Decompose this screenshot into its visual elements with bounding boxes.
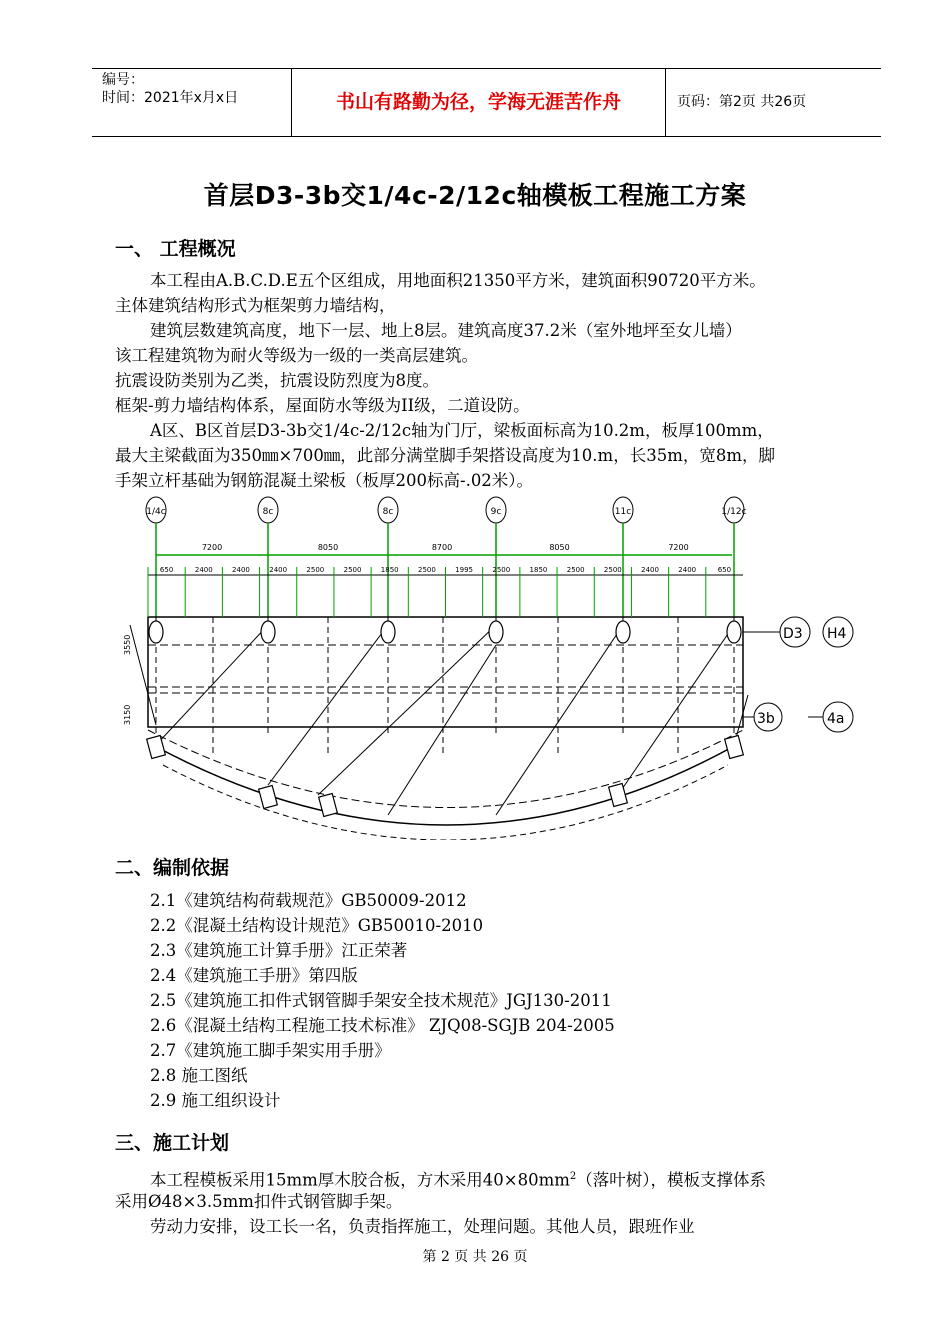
top-dim: 8700 [431, 543, 453, 552]
right-label-4a: 4a [827, 711, 845, 727]
top-dim: 8050 [317, 543, 339, 552]
s3-line-1-b: （落叶树），模板支撑体系 [576, 1170, 767, 1190]
ref-item-6: 2.6《混凝土结构工程施工技术标准》 ZJQ08-SGJB 204-2005 [150, 1016, 615, 1035]
top-dim: 7200 [201, 543, 223, 552]
column-base [259, 786, 278, 809]
axis-label: 1/12c [721, 507, 747, 517]
left-dim-2: 3150 [123, 704, 132, 725]
axis-label: 8c [262, 507, 274, 517]
column [149, 621, 163, 643]
sub-dim: 1850 [380, 566, 399, 574]
s1-line-4: 该工程建筑物为耐火等级为一级的一类高层建筑。 [115, 346, 478, 365]
sub-dim: 2500 [492, 566, 511, 574]
sub-dim: 2500 [306, 566, 325, 574]
ref-item-1: 2.1《建筑结构荷载规范》GB50009-2012 [150, 891, 467, 910]
page-header [92, 68, 881, 137]
sub-dim: 2400 [678, 566, 697, 574]
axis-label: 11c [614, 507, 632, 517]
s1-line-6: 框架-剪力墙结构体系，屋面防水等级为II级，二道设防。 [115, 396, 530, 415]
sub-dim: 2400 [232, 566, 250, 574]
s3-line-2: 采用Ø48×3.5mm扣件式钢管脚手架。 [115, 1192, 403, 1211]
axis-label: 9c [490, 507, 502, 517]
ref-item-2: 2.2《混凝土结构设计规范》GB50010-2010 [150, 916, 484, 935]
sub-dim: 1995 [455, 566, 474, 574]
top-dim: 8050 [549, 543, 570, 552]
structural-plan-drawing [118, 495, 858, 840]
header-meta [92, 69, 292, 136]
page-footer: 第 2 页 共 26 页 [422, 1249, 528, 1265]
sub-dim: 2500 [343, 566, 362, 574]
sub-dim: 650 [159, 566, 174, 574]
s1-line-5: 抗震设防类别为乙类，抗震设防烈度为8度。 [115, 371, 439, 390]
right-label-h4: H4 [827, 626, 847, 642]
axis-label: 1/4c [146, 507, 166, 517]
s3-line-3: 劳动力安排，设工长一名，负责指挥施工，处理问题。其他人员，跟班作业 [150, 1217, 695, 1236]
number-label: 编号： [102, 72, 144, 88]
sub-dim: 2400 [641, 566, 659, 574]
column [381, 621, 395, 643]
column [616, 621, 630, 643]
s1-line-8: 最大主梁截面为350㎜×700㎜，此部分满堂脚手架搭设高度为10.m，长35m，宽8m，脚 [115, 446, 775, 465]
ref-item-3: 2.3《建筑施工计算手册》江正荣著 [150, 941, 408, 960]
column-base [147, 736, 166, 759]
sub-dim: 650 [717, 566, 732, 574]
column-base [725, 736, 744, 759]
ref-item-9: 2.9 施工组织设计 [150, 1091, 281, 1110]
s1-line-2: 主体建筑结构形式为框架剪力墙结构， [115, 296, 396, 315]
ref-item-4: 2.4《建筑施工手册》第四版 [150, 966, 358, 985]
top-dim: 7200 [668, 543, 689, 552]
ref-item-8: 2.8 施工图纸 [150, 1066, 248, 1085]
column [727, 621, 741, 643]
left-dim-1: 3550 [123, 634, 132, 655]
s3-line-1-a: 本工程模板采用15mm厚木胶合板，方木采用40×80mm [150, 1170, 570, 1190]
s1-line-9: 手架立杆基础为钢筋混凝土梁板（板厚200标高-.02米）。 [115, 471, 534, 490]
s1-line-7: A区、B区首层D3-3b交1/4c-2/12c轴为门厅，梁板面标高为10.2m，板厚100mm， [150, 421, 774, 440]
ref-item-5: 2.5《建筑施工扣件式钢管脚手架安全技术规范》JGJ130-2011 [150, 991, 612, 1010]
s3-line-1-sup: 2 [569, 1171, 577, 1182]
column [261, 621, 275, 643]
right-label-3b: 3b [757, 711, 775, 727]
s1-line-3: 建筑层数建筑高度，地下一层、地上8层。建筑高度37.2米（室外地坪至女儿墙） [150, 321, 742, 340]
time-label: 时间：2021年x月x日 [102, 90, 239, 106]
section-3-heading: 三、施工计划 [115, 1132, 230, 1154]
header-motto: 书山有路勤为径，学海无涯苦作舟 [292, 69, 666, 136]
right-label-d3: D3 [783, 626, 803, 642]
ref-item-7: 2.7《建筑施工脚手架实用手册》 [150, 1041, 391, 1060]
section-2-heading: 二、编制依据 [115, 857, 230, 879]
s1-line-1: 本工程由A.B.C.D.E五个区组成，用地面积21350平方米，建筑面积90720平方米。 [150, 271, 766, 290]
s3-line-1 [150, 1165, 895, 1192]
sub-dim: 1850 [529, 566, 548, 574]
document-title: 首层D3-3b交1/4c-2/12c轴模板工程施工方案 [203, 181, 747, 210]
sub-dim: 2400 [194, 566, 213, 574]
sub-dim: 2500 [603, 566, 622, 574]
column-base [609, 784, 628, 807]
sub-dim: 2500 [566, 566, 585, 574]
column [489, 621, 503, 643]
header-page-label: 页码：第2页 共26页 [677, 94, 807, 110]
section-1-heading: 一、 工程概况 [115, 238, 236, 260]
sub-dim: 2500 [417, 566, 436, 574]
sub-dim: 2400 [269, 566, 288, 574]
axis-label: 8c [382, 507, 394, 517]
